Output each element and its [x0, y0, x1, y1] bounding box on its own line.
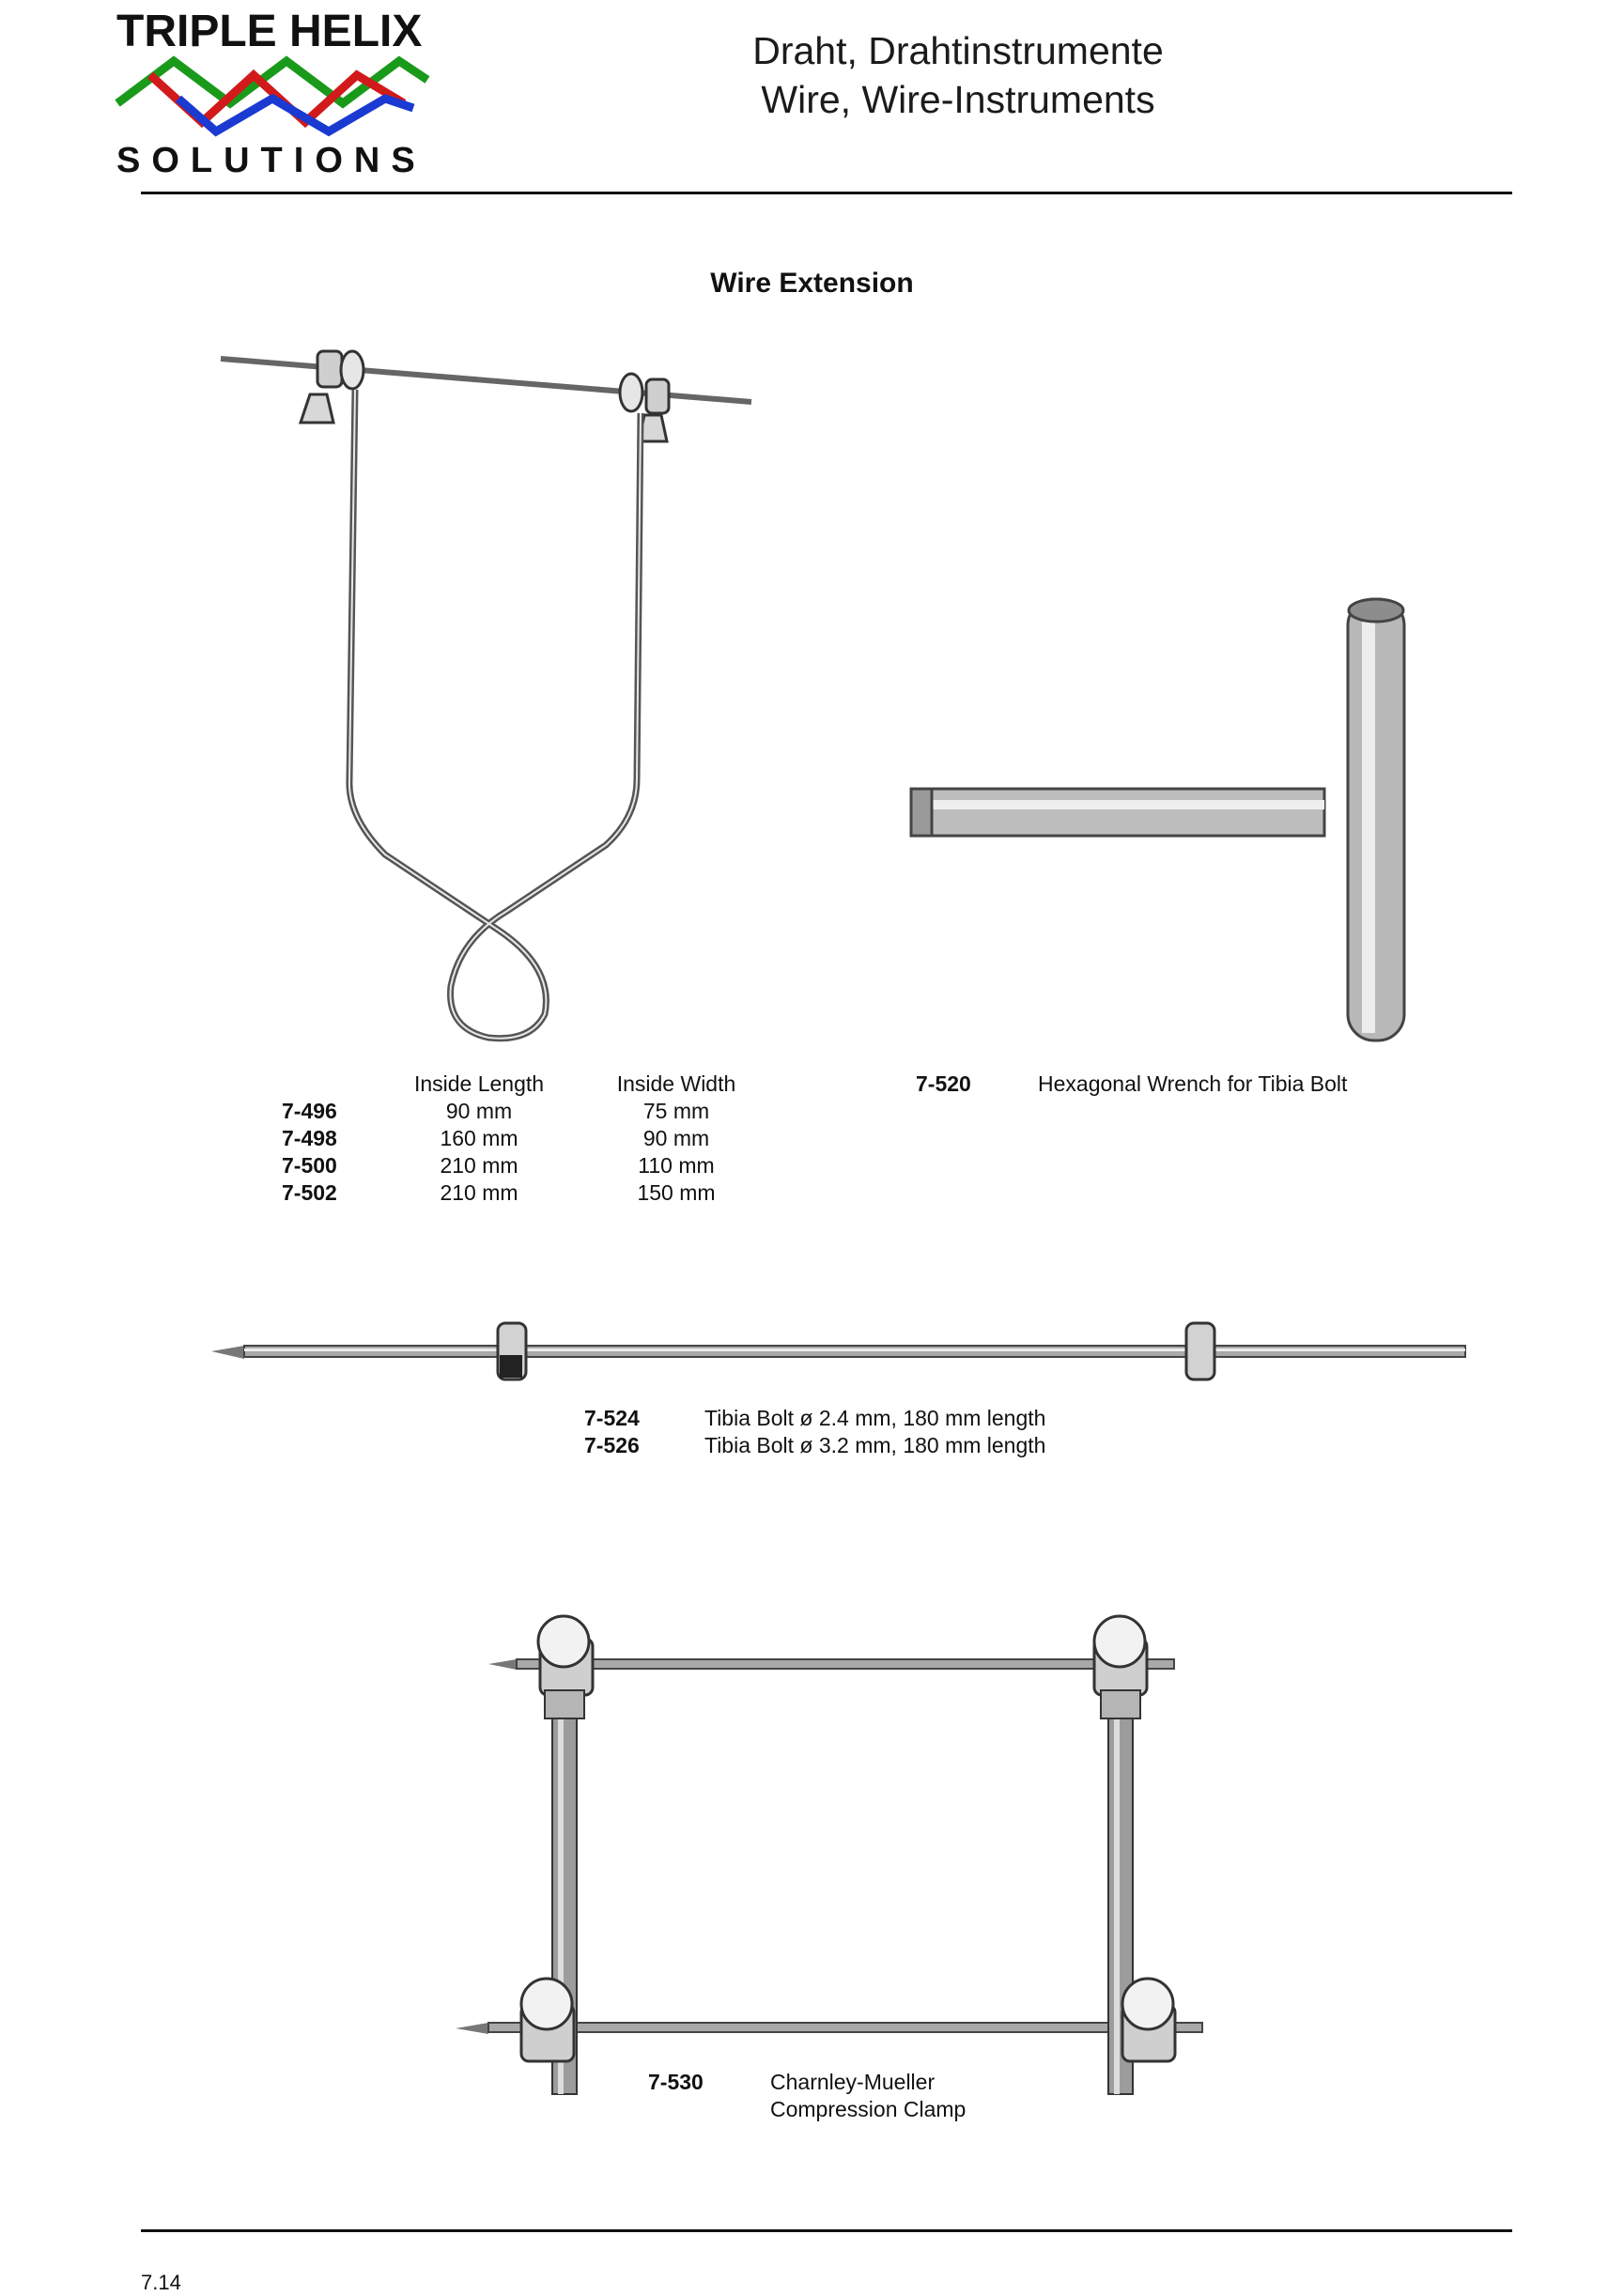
wrench-image — [892, 592, 1437, 1061]
bolt-code: 7-526 — [584, 1433, 640, 1457]
section-title: Wire Extension — [710, 268, 914, 299]
table-row-length: 90 mm — [445, 1099, 513, 1123]
title-english: Wire, Wire-Instruments — [761, 78, 1155, 121]
wrench-description: Hexagonal Wrench for Tibia Bolt — [1038, 1071, 1348, 1096]
column-header-inside-width: Inside Width — [616, 1071, 736, 1096]
table-row-width: 150 mm — [637, 1180, 716, 1205]
table-row-code: 7-498 — [282, 1126, 337, 1150]
table-row-width: 90 mm — [642, 1126, 710, 1150]
table-row-length: 210 mm — [440, 1180, 518, 1205]
table-row-code: 7-496 — [282, 1099, 337, 1123]
table-row-code: 7-500 — [282, 1153, 337, 1178]
table-row-width: 110 mm — [638, 1153, 715, 1178]
header-divider — [141, 192, 1512, 194]
wire-extension-image — [207, 338, 770, 1052]
brand-subtitle: SOLUTIONS — [116, 141, 426, 180]
wrench-code: 7-520 — [916, 1071, 971, 1096]
header-titles — [714, 26, 1202, 124]
clamp-name-line1: Charnley-Mueller — [770, 2070, 936, 2094]
footer-divider — [141, 2229, 1512, 2232]
clamp-name-line2: Compression Clamp — [770, 2097, 967, 2121]
table-row-code: 7-502 — [282, 1180, 337, 1205]
bolt-code: 7-524 — [584, 1406, 640, 1430]
table-row-length: 160 mm — [440, 1126, 518, 1150]
bolt-description: Tibia Bolt ø 3.2 mm, 180 mm length — [704, 1433, 1046, 1457]
bolt-description: Tibia Bolt ø 2.4 mm, 180 mm length — [704, 1406, 1046, 1430]
column-header-inside-length: Inside Length — [413, 1071, 545, 1096]
brand-title: TRIPLE HELIX — [116, 7, 423, 56]
page-number: 7.14 — [141, 2271, 181, 2294]
table-row-width: 75 mm — [642, 1099, 710, 1123]
logo-helix-icon — [113, 52, 432, 146]
compression-clamp-image — [451, 1596, 1249, 2122]
title-german: Draht, Drahtinstrumente — [752, 29, 1164, 72]
table-row-length: 210 mm — [440, 1153, 518, 1178]
clamp-code: 7-530 — [648, 2070, 704, 2094]
tibia-bolt-image — [207, 1310, 1465, 1395]
